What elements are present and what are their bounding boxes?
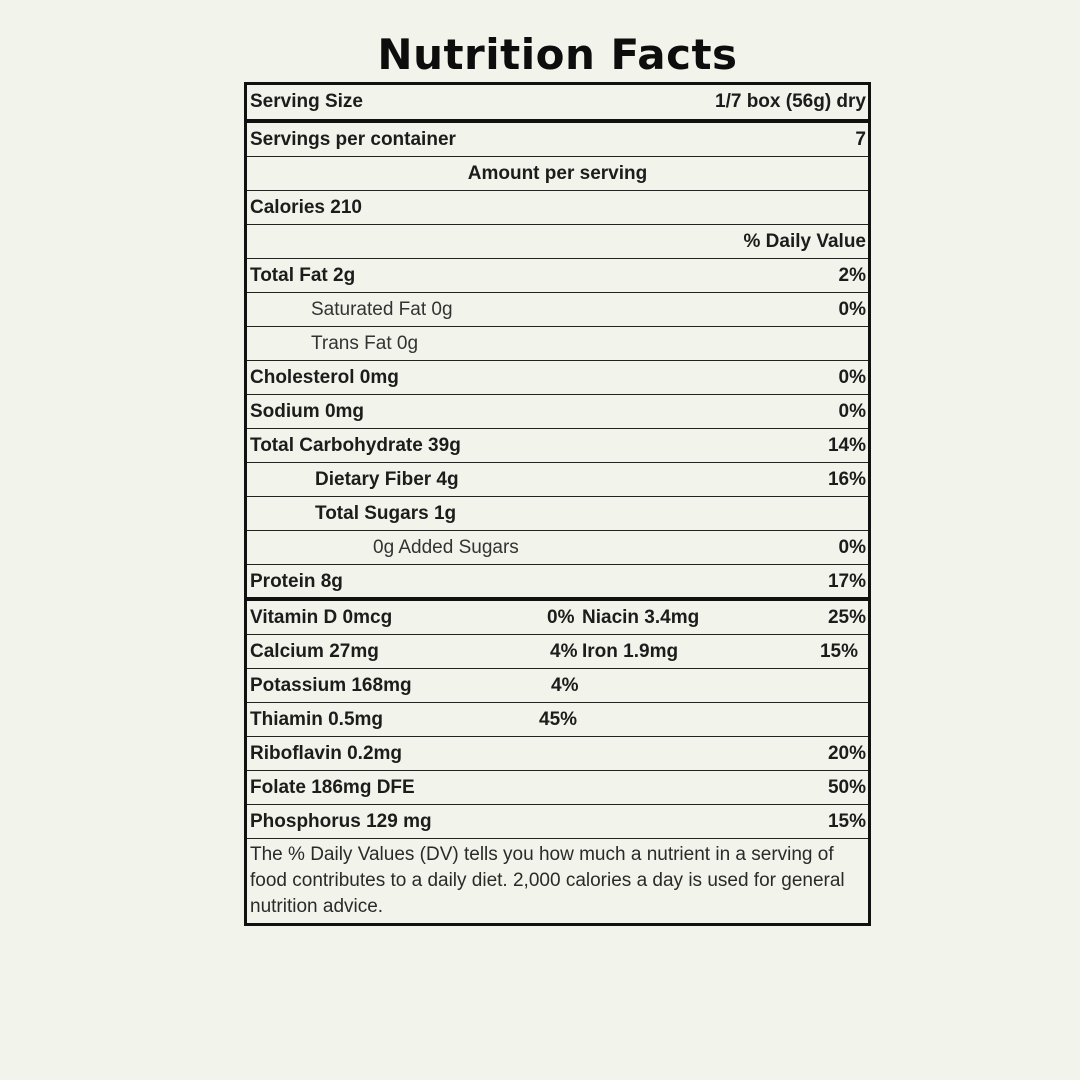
added-sugars-label: 0g Added Sugars <box>373 537 519 558</box>
vitamin-d-niacin-row <box>247 601 868 635</box>
riboflavin-dv: 20% <box>827 743 866 764</box>
total-sugars-label: Total Sugars 1g <box>315 503 457 524</box>
daily-value-header: % Daily Value <box>743 231 866 252</box>
added-sugars-dv: 0% <box>838 537 866 558</box>
saturated-fat-dv: 0% <box>838 299 866 320</box>
saturated-fat-label: Saturated Fat 0g <box>311 299 453 320</box>
potassium-dv: 4% <box>551 675 579 696</box>
total-fat-label: Total Fat 2g <box>250 265 356 286</box>
protein-dv: 17% <box>827 571 866 592</box>
sodium-label: Sodium 0mg <box>250 401 365 422</box>
phosphorus-label: Phosphorus 129 mg <box>250 811 432 832</box>
riboflavin-label: Riboflavin 0.2mg <box>250 743 403 764</box>
total-carb-row <box>247 429 868 463</box>
dietary-fiber-dv: 16% <box>827 469 866 490</box>
serving-size-label: Serving Size <box>250 91 363 112</box>
protein-label: Protein 8g <box>250 571 343 592</box>
niacin-dv: 25% <box>827 607 866 628</box>
servings-value: 7 <box>855 129 866 150</box>
daily-value-header-row <box>247 225 868 259</box>
folate-row <box>247 771 868 805</box>
niacin-label: Niacin 3.4mg <box>582 607 700 628</box>
folate-label: Folate 186mg DFE <box>250 777 415 798</box>
total-fat-row <box>247 259 868 293</box>
servings-label: Servings per container <box>250 129 456 150</box>
protein-row <box>247 565 868 601</box>
thiamin-label: Thiamin 0.5mg <box>250 709 384 730</box>
page-title: Nutrition Facts <box>377 30 738 79</box>
dietary-fiber-label: Dietary Fiber 4g <box>315 469 459 490</box>
calcium-iron-row <box>247 635 868 669</box>
amount-per-serving: Amount per serving <box>467 163 648 184</box>
iron-label: Iron 1.9mg <box>582 641 679 662</box>
total-carb-dv: 14% <box>827 435 866 456</box>
cholesterol-label: Cholesterol 0mg <box>250 367 399 388</box>
added-sugars-row <box>247 531 868 565</box>
calcium-label: Calcium 27mg <box>250 641 379 662</box>
phosphorus-dv: 15% <box>827 811 866 832</box>
serving-size-row <box>247 85 868 123</box>
thiamin-row <box>247 703 868 737</box>
serving-size-value: 1/7 box (56g) dry <box>715 91 866 112</box>
potassium-label: Potassium 168mg <box>250 675 412 696</box>
potassium-row <box>247 669 868 703</box>
vitamin-d-label: Vitamin D 0mcg <box>250 607 393 628</box>
daily-value-footnote: The % Daily Values (DV) tells you how much a nutrient in a serving of food contributes to a daily diet. 2,000 calories a day is used for general nutrition advice. <box>250 844 845 917</box>
thiamin-dv: 45% <box>539 709 578 730</box>
total-carb-label: Total Carbohydrate 39g <box>250 435 461 456</box>
dietary-fiber-row <box>247 463 868 497</box>
riboflavin-row <box>247 737 868 771</box>
saturated-fat-row <box>247 293 868 327</box>
calories-row <box>247 191 868 225</box>
total-fat-dv: 2% <box>838 265 866 286</box>
vitamin-d-dv: 0% <box>547 607 575 628</box>
phosphorus-row <box>247 805 868 839</box>
trans-fat-label: Trans Fat 0g <box>311 333 419 354</box>
cholesterol-row <box>247 361 868 395</box>
calories: Calories 210 <box>250 197 362 218</box>
cholesterol-dv: 0% <box>838 367 866 388</box>
total-sugars-row <box>247 497 868 531</box>
sodium-row <box>247 395 868 429</box>
trans-fat-row <box>247 327 868 361</box>
sodium-dv: 0% <box>838 401 866 422</box>
nutrition-facts-panel <box>244 82 871 926</box>
calcium-dv: 4% <box>550 641 578 662</box>
servings-row <box>247 123 868 157</box>
amount-per-serving-row <box>247 157 868 191</box>
folate-dv: 50% <box>827 777 866 798</box>
iron-dv: 15% <box>819 641 858 662</box>
